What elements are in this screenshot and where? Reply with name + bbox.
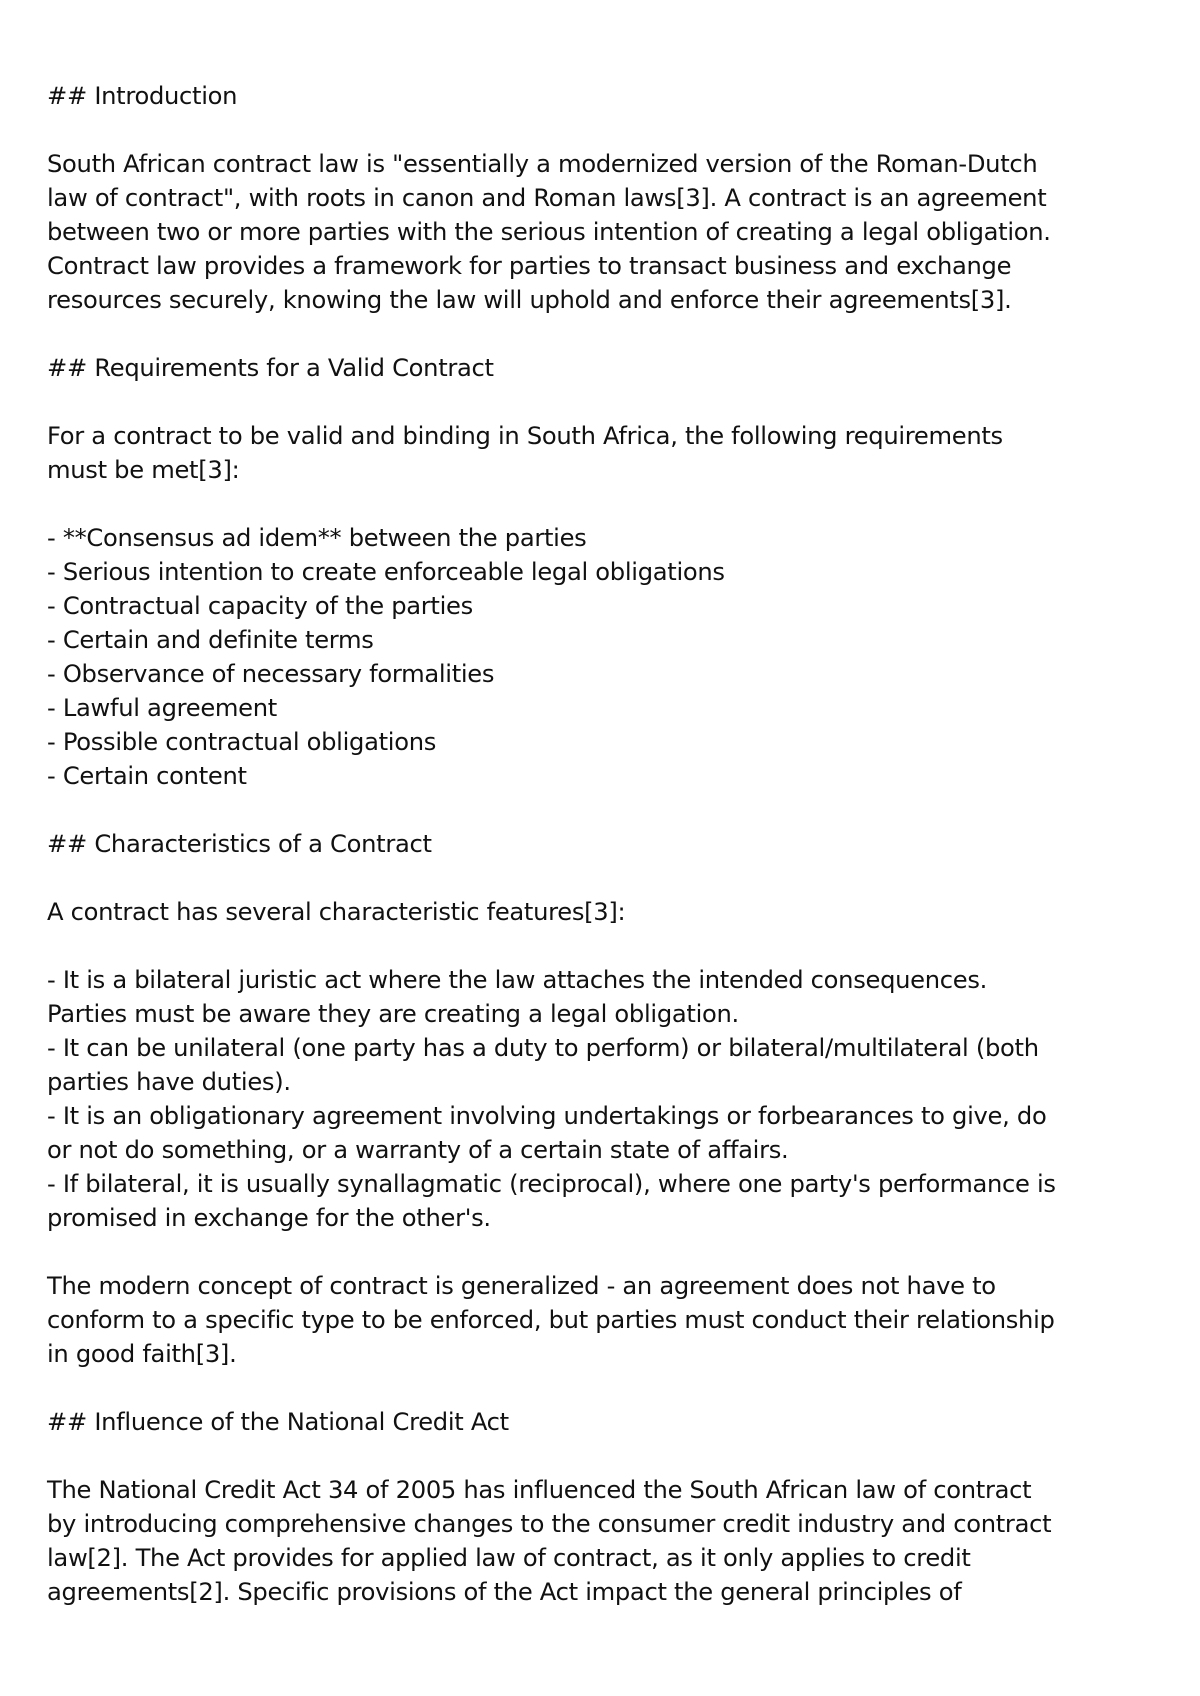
spacer bbox=[47, 1439, 1177, 1473]
paragraph-line: conform to a specific type to be enforced, but parties must conduct their relationship bbox=[47, 1306, 1055, 1334]
section-national-credit-act bbox=[47, 1405, 1177, 1609]
list-item: - Contractual capacity of the parties bbox=[47, 592, 473, 620]
spacer bbox=[47, 317, 1177, 351]
paragraph-line: agreements[2]. Specific provisions of the Act impact the general principles of bbox=[47, 1578, 962, 1606]
section-introduction bbox=[47, 79, 1177, 317]
list-item-continuation: Parties must be aware they are creating a legal obligation. bbox=[47, 1000, 739, 1028]
paragraph-line: Contract law provides a framework for parties to transact business and exchange bbox=[47, 252, 1012, 280]
list-item: - It is a bilateral juristic act where the law attaches the intended consequences. bbox=[47, 966, 988, 994]
paragraph bbox=[47, 895, 1177, 929]
list-item: - If bilateral, it is usually synallagmatic (reciprocal), where one party's performance is bbox=[47, 1170, 1056, 1198]
paragraph bbox=[47, 1473, 1177, 1609]
list-item: - **Consensus ad idem** between the parties bbox=[47, 524, 587, 552]
paragraph-line: For a contract to be valid and binding in South Africa, the following requirements bbox=[47, 422, 1003, 450]
paragraph-line: between two or more parties with the serious intention of creating a legal obligation. bbox=[47, 218, 1051, 246]
list-item: - Possible contractual obligations bbox=[47, 728, 437, 756]
spacer bbox=[47, 113, 1177, 147]
list-item: - Serious intention to create enforceable legal obligations bbox=[47, 558, 725, 586]
list-item: - Certain and definite terms bbox=[47, 626, 374, 654]
section-heading: ## Influence of the National Credit Act bbox=[47, 1408, 509, 1436]
paragraph-line: A contract has several characteristic features[3]: bbox=[47, 898, 626, 926]
list-item-continuation: or not do something, or a warranty of a certain state of affairs. bbox=[47, 1136, 789, 1164]
list-item: - It is an obligationary agreement involving undertakings or forbearances to give, do bbox=[47, 1102, 1047, 1130]
paragraph-line: The National Credit Act 34 of 2005 has influenced the South African law of contract bbox=[47, 1476, 1032, 1504]
list-item: - Lawful agreement bbox=[47, 694, 277, 722]
list-item-continuation: parties have duties). bbox=[47, 1068, 291, 1096]
list-item: - It can be unilateral (one party has a duty to perform) or bilateral/multilateral (both bbox=[47, 1034, 1039, 1062]
section-requirements bbox=[47, 351, 1177, 793]
spacer bbox=[47, 487, 1177, 521]
section-heading: ## Requirements for a Valid Contract bbox=[47, 354, 494, 382]
paragraph bbox=[47, 419, 1177, 487]
paragraph-line: in good faith[3]. bbox=[47, 1340, 237, 1368]
list-item: - Observance of necessary formalities bbox=[47, 660, 495, 688]
paragraph-line: resources securely, knowing the law will uphold and enforce their agreements[3]. bbox=[47, 286, 1012, 314]
list-item: - Certain content bbox=[47, 762, 247, 790]
paragraph-line: must be met[3]: bbox=[47, 456, 240, 484]
spacer bbox=[47, 861, 1177, 895]
document-body bbox=[47, 79, 1177, 1609]
spacer bbox=[47, 1235, 1177, 1269]
spacer bbox=[47, 793, 1177, 827]
paragraph-line: South African contract law is "essentially a modernized version of the Roman-Dutch bbox=[47, 150, 1038, 178]
paragraph-line: law of contract", with roots in canon and Roman laws[3]. A contract is an agreement bbox=[47, 184, 1047, 212]
paragraph-line: by introducing comprehensive changes to the consumer credit industry and contract bbox=[47, 1510, 1052, 1538]
spacer bbox=[47, 385, 1177, 419]
list-item-continuation: promised in exchange for the other's. bbox=[47, 1204, 491, 1232]
paragraph-line: The modern concept of contract is generalized - an agreement does not have to bbox=[47, 1272, 996, 1300]
paragraph bbox=[47, 1269, 1177, 1371]
spacer bbox=[47, 929, 1177, 963]
section-heading: ## Introduction bbox=[47, 82, 238, 110]
paragraph bbox=[47, 147, 1177, 317]
paragraph-line: law[2]. The Act provides for applied law of contract, as it only applies to credit bbox=[47, 1544, 971, 1572]
requirements-list bbox=[47, 521, 1177, 793]
characteristics-list bbox=[47, 963, 1177, 1235]
spacer bbox=[47, 1371, 1177, 1405]
section-characteristics bbox=[47, 827, 1177, 1371]
section-heading: ## Characteristics of a Contract bbox=[47, 830, 432, 858]
